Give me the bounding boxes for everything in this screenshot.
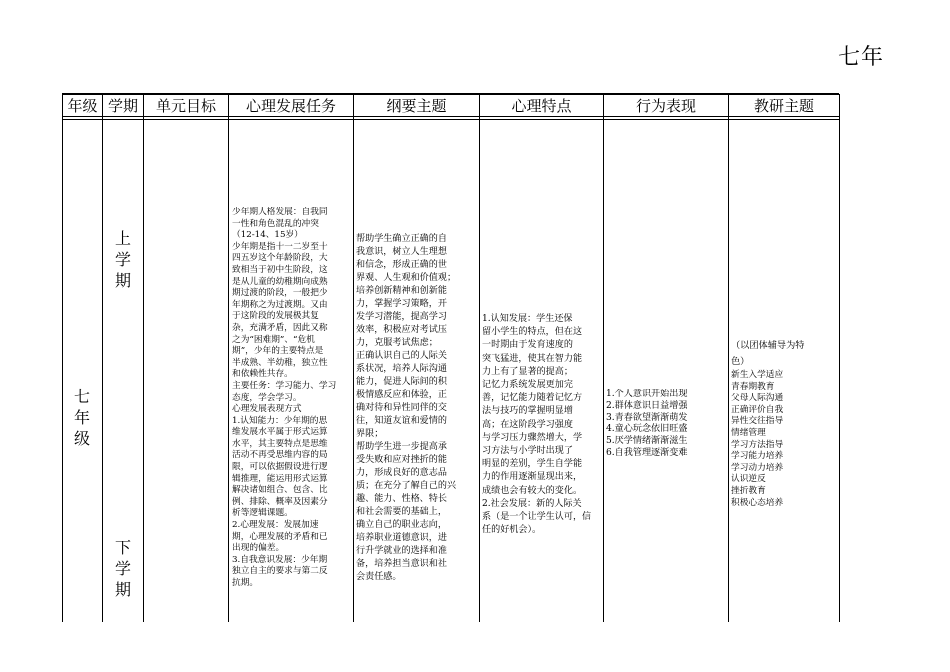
psych-task-text: 少年期人格发展：自我同 一性和角色混乱的冲突 （12-14、15岁） 少年期是指十一二岁至十 四五岁这个年龄阶段，大 致相当于初中生阶段，这 是从儿童的幼稚期向成熟 期过渡的阶段，一般把少 年期称之为过渡期。又由 于这阶段的发展极其复 杂，充满矛盾，因此又称 之为“困难期”、“危机 期”，少年的主要特点是 半成熟、半幼稚，独立性 和依赖性共存。 主要任务：学习能力、学习 态度，学会学习。 心理发展表现方式 1.认知能力：少年期的思 维发展水平属于形式运算 水平，其主要特点是思维 活动不再受思维内容的局 限，可以依据假设进行逻 辑推理，能运用形式运算 解决诸如组合、包含、比 例、排除、概率及因素分 析等逻辑课题。 2.心理发展：发展加速 期，心理发展的矛盾和已 出现的偏差。 3.自我意识发展：少年期 独立自主的要求与第二反 抗期。 (232, 207, 337, 588)
col-border-7 (728, 94, 729, 622)
research-topic-cell (731, 338, 837, 538)
header-research-topic: 教研主题 (753, 96, 814, 115)
header-bottom-border (62, 116, 839, 117)
header-semester: 学期 (107, 96, 138, 115)
semester-lower-label: 下 学 期 (114, 538, 131, 599)
col-border-8 (839, 94, 840, 622)
psych-trait-text: 1.认知发展：学生还保 留小学生的特点，但在这 一时期由于发育速度的 突飞猛进，使其在智力能 力上有了显著的提高； 记忆力系统发展更加完 善，记忆能力随着记忆方 法与技巧的掌握明显增 高；在这阶段学习强度 与学习压力骤然增大，学 习方法与小学时出现了 明显的差别，学生自学能 力的作用逐渐显现出来， 成绩也会有较大的变化。 2.社会发展：新的人际关 系（是一个让学生认可，信 任的好机会）。 (482, 314, 592, 536)
psych-trait-cell (482, 313, 602, 553)
col-border-3 (228, 94, 229, 622)
col-border-5 (479, 94, 480, 622)
col-border-0 (62, 94, 63, 622)
semester-upper-label: 上 学 期 (114, 229, 131, 290)
psych-task-cell (232, 207, 351, 627)
col-border-6 (603, 94, 604, 622)
outline-topic-text: 帮助学生确立正确的自 我意识，树立人生理想 和信念，形成正确的世 界观、人生观和价值观； 培养创新精神和创新能 力，掌握学习策略，开 发学习潜能，提高学习 效率，积极应对考试压 力，克服考试焦虑； 正确认识自己的人际关 系状况，培养人际沟通 能力，促进人际间的积 极情感反应和体验，正 确对待和异性同伴的交 往，知道友谊和爱情的 界限； 帮助学生进一步提高承 受失败和应对挫折的能 力，形成良好的意志品 质；在充分了解自己的兴 趣、能力、性格、特长 和社会需要的基础上， 确立自己的职业志向， 培养职业道德意识，进 行升学就业的选择和准 备，培养担当意识和社 会责任感。 (356, 234, 457, 582)
col-border-2 (143, 94, 144, 622)
col-border-1 (102, 94, 103, 622)
header-outline-topic: 纲要主题 (386, 96, 447, 115)
header-psych-trait: 心理特点 (511, 96, 572, 115)
header-behavior: 行为表现 (635, 96, 696, 115)
research-topic-list: 新生入学适应 青春期教育 父母人际沟通 正确评价自我 异性交往指导 情绪管理 学习方法指导 学习能力培养 学习动力培养 认识逆反 挫折教育 积极心态培养 (731, 370, 784, 508)
header-psych-task: 心理发展任务 (245, 96, 336, 115)
header-double-border (62, 119, 839, 120)
col-border-4 (353, 94, 354, 622)
behavior-text: 1.个人意识开始出现 2.群体意识日益增强 3.青春欲望渐渐萌发 4.童心玩念依旧旺盛 5.厌学情绪渐渐滋生 6.自我管理逐渐变难 (606, 389, 688, 458)
research-topic-first: （以团体辅导为特 色） (731, 340, 805, 367)
header-unit-goal: 单元目标 (155, 96, 216, 115)
page-title: 七年 (837, 45, 884, 70)
behavior-cell (606, 389, 726, 479)
outline-topic-cell (356, 233, 477, 623)
header-grade: 年级 (67, 96, 98, 115)
grade-label: 七 年 级 (73, 387, 90, 448)
